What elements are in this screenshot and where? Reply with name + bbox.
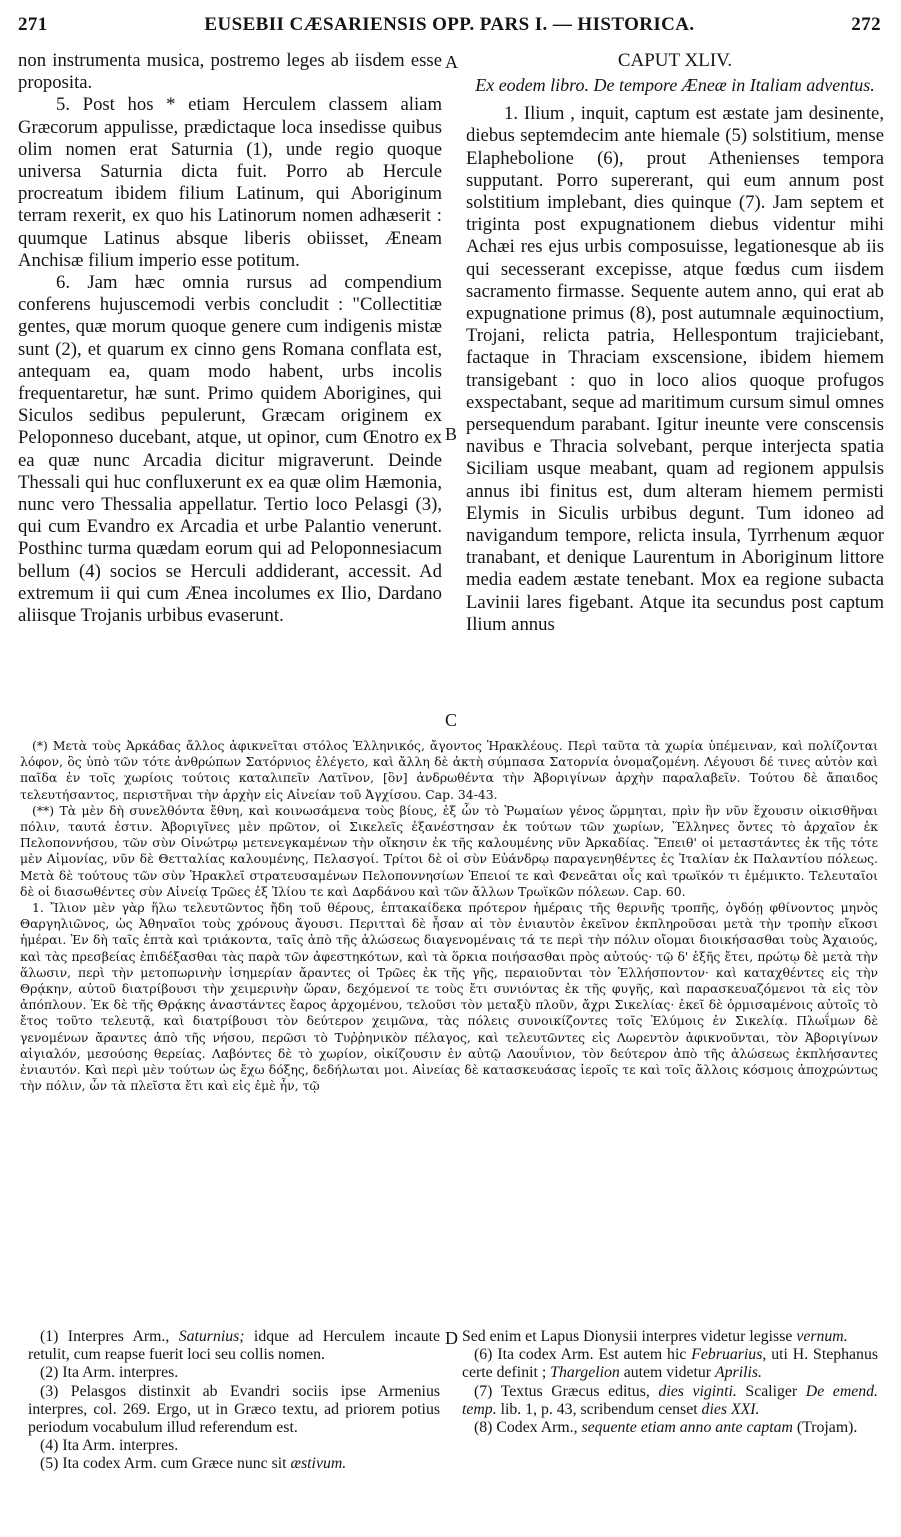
- footnote-italic: Saturnius;: [178, 1328, 245, 1345]
- footnote-8: [462, 1419, 878, 1437]
- footnote-text: (8) Codex Arm.,: [474, 1419, 582, 1437]
- footnote-4: (4) Ita Arm. interpres.: [40, 1437, 179, 1455]
- footnote-italic: Aprilis.: [715, 1364, 762, 1382]
- left-page-number: 271: [18, 14, 48, 35]
- footnote-italic: Februarius,: [691, 1346, 767, 1364]
- right-page-number: 272: [851, 14, 881, 35]
- footnote-text: (5) Ita codex Arm. cum Græce nunc sit: [40, 1455, 291, 1473]
- paragraph-continued: non instrumenta musica, postremo leges ab iisdem esse proposita.: [18, 50, 442, 94]
- footnote-italic: sequente etiam anno ante captam: [581, 1419, 793, 1437]
- greek-paragraph-1: 1. Ἴλιον μὲν γὰρ ἥλω τελευτῶντος ἤδη τοῦ θέρους, ἑπτακαίδεκα πρότερον ἡμέραις τῆς θερινῆς τροπῆς, ὀγδόῃ φθίνοντος μηνὸς Θαργηλιῶνος, ὡς Ἀθηναῖοι τοὺς χρόνους ἄγουσι. Περιτταὶ δὲ ἦσαν αἱ τὸν ἐνιαυτὸν ἐκεῖνον ἐκπληροῦσαι μετὰ τὴν τροπὴν εἴκοσι ἡμέραι. Ἐν δὴ ταῖς ἑπτὰ καὶ τριάκοντα, ταῖς ἀπὸ τῆς ἁλώσεως διαγενομέναις τά τε περὶ τὴν πόλιν οἴομαι διοικήσασθαι τοὺς Ἀχαιούς, καὶ τὰς πρεσβείας ἐπιδέξασθαι τὰς παρὰ τῶν ἀφεστηκότων, καὶ τὰ ὅρκια ποιήσασθαι πρὸς αὐτούς· τῷ δ' ἑξῆς ἔτει, πρώτῳ δὲ μετὰ τὴν ἅλωσιν, περὶ τὴν μετοπωρινὴν ἰσημερίαν ἄραντες οἱ Τρῶες ἐκ τῆς γῆς, περαιοῦνται τὸν Ἑλλήσποντον· καὶ καταχθέντες εἰς τὴν Θρᾴκην, αὐτοῦ διατρίβουσι τὴν χειμερινὴν ὥραν, δεχόμενοί τε τοὺς ἔτι συνιόντας ἐκ τῆς φυγῆς, καὶ παρασκευαζόμενοι τὰ εἰς τὸν ἀπόπλουν. Ἐκ δὲ τῆς Θρᾴκης ἀναστάντες ἔαρος ἀρχομένου, τελοῦσι τὸν μεταξὺ πλοῦν, ἄχρι Σικελίας· ἐκεῖ δὲ ὁρμισαμένοις αὐτοῖς τὸ ἔτος τοῦτο τελευτᾷ, καὶ διατρίβουσι τὸν δεύτερον χειμῶνα, τὰς πόλεις συνοικίζοντες τοῖς Ἐλύμοις ἐν Σικελίᾳ. Πλωΐμων δὲ γενομένων ἄραντες ἀπὸ τῆς νήσου, περῶσι τὸ Τυῤῥηνικὸν πέλαγος, καὶ τελευτῶντες εἰς Λωρεντὸν ἀφικνοῦνται, τὸν Ἀβοριγίνων αἰγιαλόν, μεσούσης θερείας. Λαβόντες δὲ τὸ χωρίον, οἰκίζουσιν ἐν αὐτῷ Λαουΐνιον, τὸν δεύτερον ἀπὸ τῆς ἁλώσεως ἐκπλήσαντες ἐνιαυτόν. Καὶ περὶ μὲν τούτων ὡς ἔχω δόξης, δεδήλωται μοι. Αἰνείας δὲ κατασκευάσας ἱεροῖς τε καὶ τοῖς ἄλλοις κόσμοις ἀποχρώντως τὴν πόλιν, ὧν τὰ πλεῖστα ἔτι καὶ εἰς ἐμὲ ἦν, τῷ: [20, 900, 878, 1094]
- paragraph-5: 5. Post hos * etiam Herculem classem aliam Græcorum appulisse, prædictaque loca insedisse quibus olim nomen erat Saturnia (1), unde regio quoque universa Saturnia dicta fuit. Porro ab Hercule procreatum ibidem filium Latinum, qui Aboriginum terram rexerit, ex quo his Latinorum nomen adhæserit : quumque Latinus absque liberis obiisset, Æneam Anchisæ filium imperio esse potitum.: [18, 94, 442, 271]
- footnote-text: (1) Interpres Arm.,: [40, 1328, 179, 1345]
- footnote-italic: De emend. temp.: [462, 1382, 878, 1418]
- footnote-text: Sed enim et Lapus Dionysii interpres videtur legisse: [462, 1328, 797, 1345]
- chapter-heading: CAPUT XLIV.: [617, 50, 733, 71]
- footnote-text: autem videtur: [619, 1364, 715, 1382]
- paragraph-1: 1. Ilium , inquit, captum est æstate jam desinente, diebus septemdecim ante hiemale (5) solstitium, mense Elaphebolione (6), prout Athenienses tempora supputant. Porro supererant, qui eum annum post solstitium implebant, dies quinque (7). Jam septem et triginta post expugnationem diebus videntur mihi Achæi res ejus urbis composuisse, legationesque ab iis qui secesserant excepisse, atque fœdus cum iisdem sacramento firmasse. Sequente autem anno, qui erat ab expugnatione primus (8), post autumnale æquinoctium, Trojani, relicta patria, Hellespontum trajiciebant, factaque in Thraciam exscensione, ibidem hiemem transigebant : quo in loco alios quoque profugos exspectabant, seque ad maritimum cursum simul omnes persequendum parabant. Igitur ineunte vere conscensis navibus e Thracia solvebant, perque interjecta spatia Siciliam usque meabant, quam ad regionem appulsis annus ibi finitus est, dum alteram hiemem permisti Elymis in Siculis urbibus degunt. Tum idoneo ad navigandum tempore, relicta insula, Tyrrhenum æquor tranabant, et denique Laurentum in Aboriginum littore media eadem æstate tenebant. Mox ea regione subacta Lavinii lares figebant. Atque ita secundus post captum Ilium annus: [466, 103, 884, 635]
- paragraph-6: 6. Jam hæc omnia rursus ad compendium conferens hujuscemodi verbis concludit : "Collectitiæ gentes, quæ morum quoque genere cum indigenis mistæ sunt (2), et quarum ex cinno gens Romana conflata est, antequam ea, quam modo habent, urbs incolis frequentaretur, hæ sunt. Primo quidem Aborigines, qui Siculos sedibus pepulerunt, Græcam originem ex Peloponneso ducebant, atque, ut opinor, cum Œnotro ex ea quæ nunc Arcadia dicitur migraverunt. Deinde Thessali qui huc confluxerunt ex ea quæ olim Hæmonia, nunc vero Thessalia appellatur. Tertio loco Pelasgi (3), qui cum Evandro ex Arcadia et urbe Palantio venerunt. Posthinc turma quædam eorum qui ad Peloponnesiacum bellum (4) socios se Herculi addiderant, accessit. Ad extremum ii qui cum Ænea incolumes ex Ilio, Dardano aliisque Trojanis urbibus evaserunt.: [18, 272, 442, 627]
- footnote-italic: dies XXI.: [701, 1400, 760, 1418]
- margin-marker-d: D: [445, 1328, 458, 1348]
- left-text-column: [18, 50, 442, 627]
- running-header: [18, 14, 881, 42]
- chapter-subtitle: Ex eodem libro. De tempore Æneæ in Italiam adventus.: [475, 75, 875, 96]
- footnote-3: (3) Pelasgos distinxit ab Evandri sociis ipse Armenius interpres, col. 269. Ergo, ut in Græco textu, ad priorem potius periodum vocabulum illud referendum est.: [28, 1382, 440, 1437]
- footnote-italic: Thargelion: [550, 1364, 620, 1382]
- greek-note-1: (*) Μετὰ τοὺς Ἀρκάδας ἄλλος ἀφικνεῖται στόλος Ἑλληνικός, ἄγοντος Ἡρακλέους. Περὶ ταῦτα τὰ χωρία ὑπέμειναν, καὶ πολίζονται λόφον, ὃς ὑπὸ τῶν τότε ἀνθρώπων Σατόρνιος ἐλέγετο, καὶ ἄλλη δὲ ἀκτὴ σύμπασα Σατορνία ὀνομαζομένη. Λέγουσι δέ τινες αὐτὸν καὶ παῖδα ἐν τοῖς χωρίοις τούτοις καταλιπεῖν Λατῖνον, [ὃν] ἀνδρωθέντα τὴν Ἀβοριγίνων ἀρχὴν παραλαβεῖν. Τούτου δὲ ἄπαιδος τελευτήσαντος, περιστῆναι τὴν ἀρχὴν εἰς Αἰνείαν τοῦ Ἀγχίσου. Cap. 34-43.: [20, 738, 878, 802]
- margin-marker-b: B: [445, 424, 458, 444]
- footnote-text: (Trojam).: [792, 1419, 858, 1437]
- footnote-5: [28, 1455, 440, 1473]
- footnote-text: (6) Ita codex Arm. Est autem hic: [474, 1346, 692, 1364]
- footnote-italic: vernum.: [796, 1328, 848, 1345]
- footnote-italic: dies viginti.: [658, 1382, 737, 1400]
- greek-note-2: (**) Τὰ μὲν δὴ συνελθόντα ἔθνη, καὶ κοινωσάμενα τοὺς βίους, ἐξ ὧν τὸ Ῥωμαίων γένος ὥρμηται, πρὶν ἢν νῦν ἔχουσιν οἰκισθῆναι πόλιν, ταυτά ἐστιν. Ἀβοριγῖνες μὲν πρῶτον, οἱ Σικελεῖς ἐξανέστησαν ἐκ τούτων τῶν χωρίων, Ἕλληνες ὄντες τὸ ἀρχαῖον ἐκ Πελοποννήσου, τῶν σὺν Οἰνώτρῳ μετενεγκαμένων τὴν οἴκησιν ἐκ τῆς καλουμένης νῦν Ἀρκαδίας. Ἔπειθ' οἱ μεταστάντες ἐκ τῆς τότε μὲν Αἱμονίας, νῦν δὲ Θετταλίας καλουμένης, Πελασγοί. Τρίτοι δὲ οἱ σὺν Εὐάνδρῳ παραγενηθέντες ἐς Ἰταλίαν ἐκ Παλαντίου πόλεως. Μετὰ δὲ τούτους τῶν σὺν Ἡρακλεῖ στρατευσαμένων Πελοποννησίων Ἐπειοί τε καὶ Φενεᾶται οἷς καὶ τρωϊκόν τι ἐμέμικτο. Τελευταῖοι δὲ οἱ διασωθέντες σὺν Αἰνείᾳ Τρῶες ἐξ Ἰλίου τε καὶ Δαρδάνου καὶ τῶν ἄλλων Τρωϊκῶν πόλεων. Cap. 60.: [20, 802, 878, 899]
- footnote-1: [28, 1328, 440, 1364]
- footnote-text: idque ad Herculem incaute retulit, cum reapse fuerit loci seu collis nomen.: [28, 1328, 440, 1364]
- footnote-text: (7) Textus Græcus editus,: [474, 1382, 659, 1400]
- footnote-text: uti H. Stephanus certe definit ;: [462, 1346, 879, 1382]
- footnote-2: (2) Ita Arm. interpres.: [40, 1364, 179, 1382]
- greek-text-block: [20, 738, 878, 1094]
- margin-marker-a: A: [445, 52, 458, 72]
- footnotes-left: [28, 1328, 440, 1474]
- running-title: EUSEBII CÆSARIENSIS OPP. PARS I. — HISTORICA.: [204, 14, 695, 35]
- footnote-5-continued: [462, 1328, 878, 1346]
- footnote-6: [462, 1346, 878, 1382]
- margin-marker-c: C: [445, 710, 458, 730]
- footnote-7: [462, 1383, 878, 1419]
- footnote-italic: æstivum.: [290, 1455, 347, 1473]
- footnotes-right: [462, 1328, 878, 1437]
- footnote-text: lib. 1, p. 43, scribendum censet: [496, 1400, 702, 1418]
- right-text-column: [466, 50, 884, 636]
- footnote-text: Scaliger: [736, 1382, 806, 1400]
